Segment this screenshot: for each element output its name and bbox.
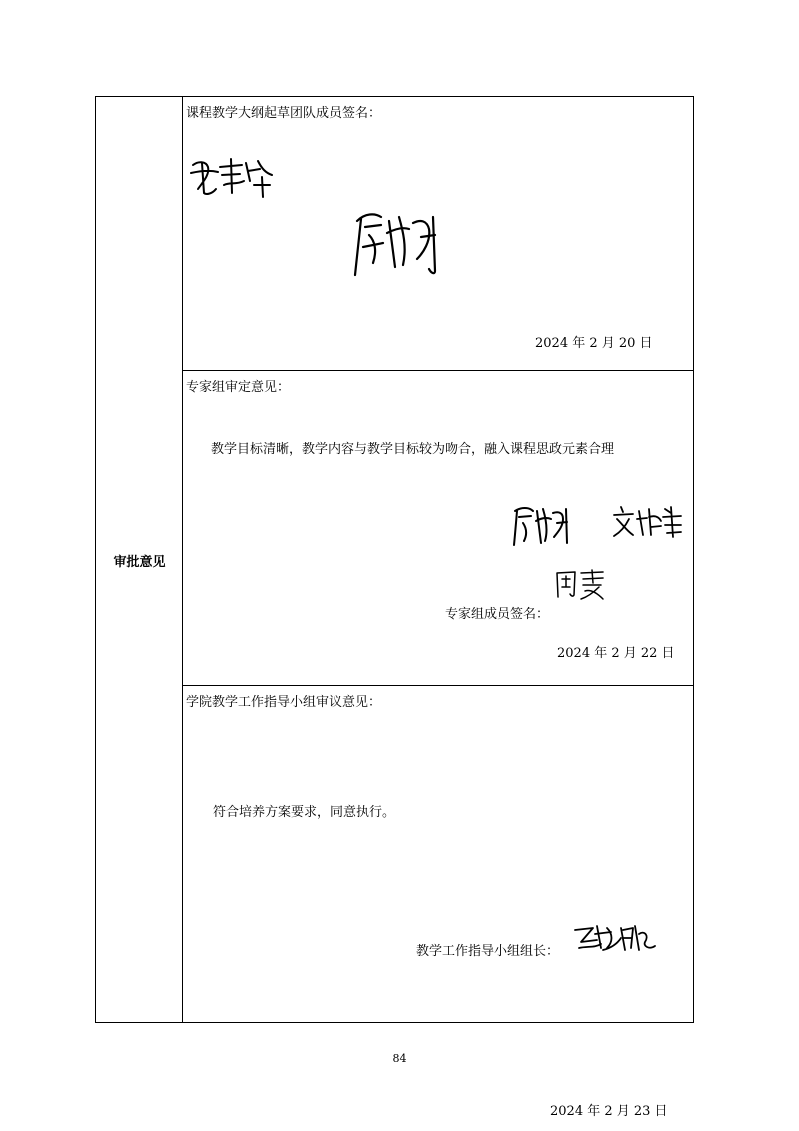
signature-committee-leader — [573, 920, 657, 954]
signature-chen-chuangang-expert — [511, 503, 571, 547]
signature-shi-meihua — [188, 155, 278, 199]
drafting-team-section — [183, 97, 693, 371]
side-column — [96, 97, 183, 1022]
expert-review-opinion: 教学目标清晰，教学内容与教学目标较为吻合，融入课程思政元素合理 — [211, 442, 615, 457]
drafting-team-heading: 课程教学大纲起草团队成员签名： — [186, 106, 382, 121]
side-label: 审批意见 — [113, 555, 166, 570]
college-committee-opinion: 符合培养方案要求，同意执行。 — [213, 805, 396, 820]
page-number: 84 — [392, 1052, 407, 1065]
college-committee-date: 2024 年 2 月 23 日 — [550, 1104, 668, 1119]
signature-zhou-xia — [553, 567, 609, 601]
expert-review-section — [183, 371, 693, 686]
expert-review-date: 2024 年 2 月 22 日 — [557, 646, 675, 661]
signature-chen-chuangang — [351, 207, 439, 279]
signature-wen-guiqun — [611, 503, 683, 539]
college-committee-heading: 学院教学工作指导小组审议意见： — [186, 695, 382, 710]
expert-signer-label: 专家组成员签名： — [445, 607, 550, 622]
drafting-team-date: 2024 年 2 月 20 日 — [535, 336, 653, 351]
expert-review-heading: 专家组审定意见： — [186, 380, 291, 395]
committee-signer-label: 教学工作指导小组组长： — [416, 944, 560, 959]
